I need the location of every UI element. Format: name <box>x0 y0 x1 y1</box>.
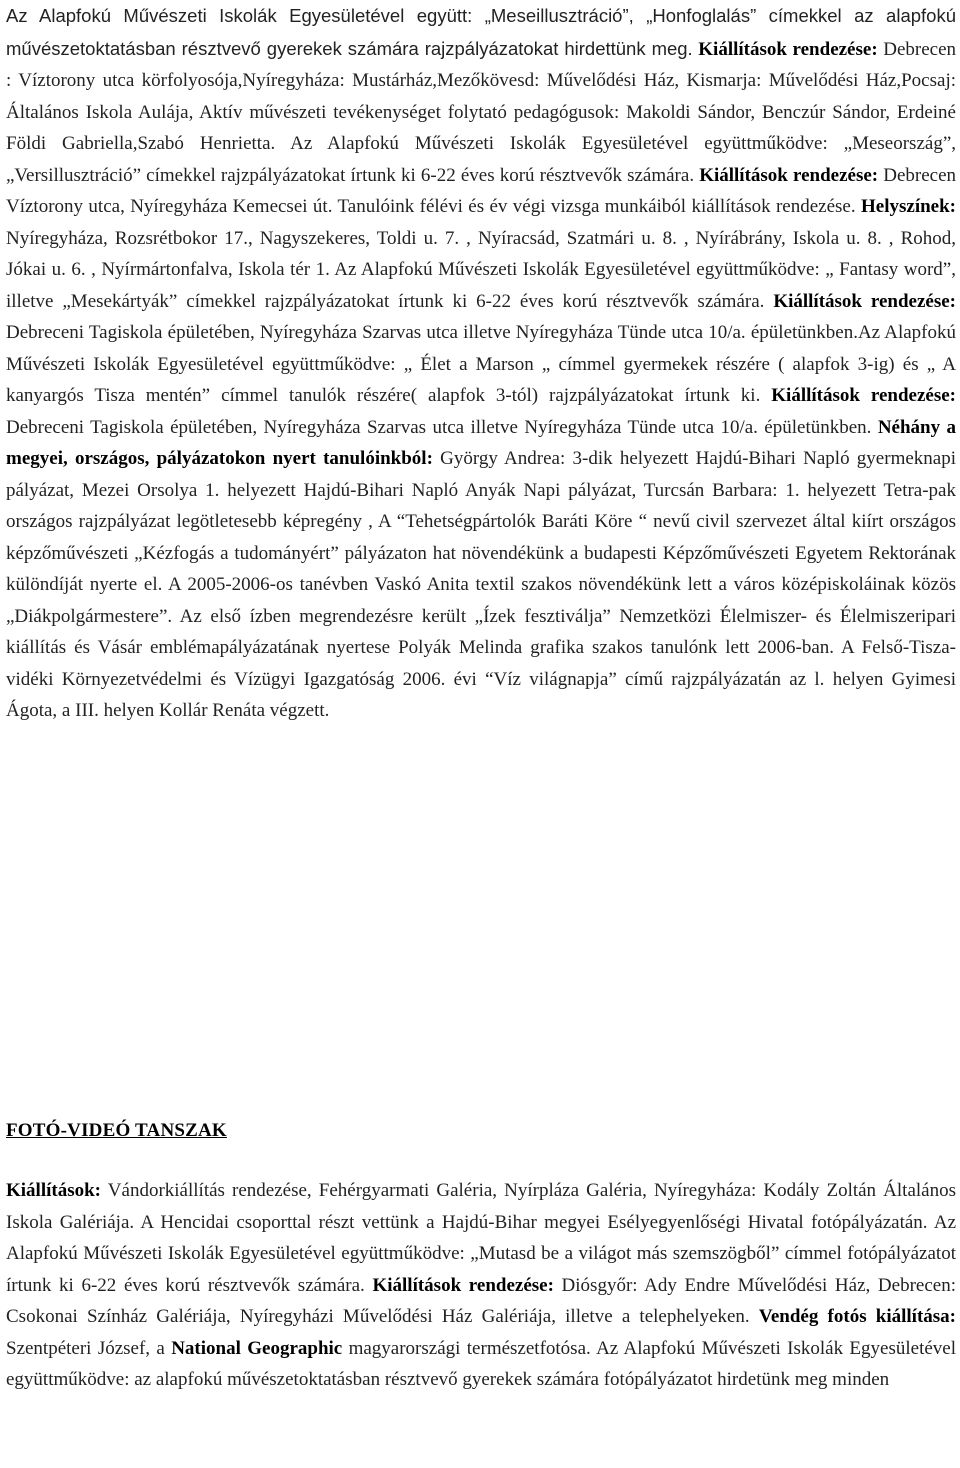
text-span: Vándorkiállítás rendezése, Fehérgyarmati Galéria, Nyírpláza Galéria, Nyíregyháza: Kodály Zoltán Általános Iskola Galériája. A Hencidai csoporttal részt vettünk a Hajdú-Bihar megyei Esélyegyenlőségi Hivatal fotópályázatán. Az Alapfokú Művészeti Iskolák Egyesületével együttműködve: „Mutasd be a világot más szemszögből” címmel fotópályázatot írtunk ki 6-22 éves korú résztvevők számára. <box>6 1180 956 1296</box>
bold-label: Kiállítások: <box>6 1180 102 1201</box>
bold-label: Kiállítások rendezése: <box>698 38 878 60</box>
text-span: Debreceni Tagiskola épületében, Nyíregyháza Szarvas utca illetve Nyíregyháza Tünde utca 10/a. épületünkben. <box>6 416 878 438</box>
text-span: Diósgyőr: Ady Endre Művelődési Ház, Debrecen: Csokonai Színház Galériája, Nyíregyházi Művelődési Ház Galériája, illetve a telephelyeken. <box>6 1274 956 1327</box>
text-span: Debrecen Víztorony utca, Nyíregyháza Kemecsei út. Tanulóink félévi és év végi vizsga munkáiból kiállítások rendezése. <box>6 164 957 217</box>
text-span: Az Alapfokú Művészeti Iskolák Egyesületével együtt: „Meseillusztráció”, „Honfoglalás” címekkel az alapfokú művészetoktatásban résztvevő gyerekek számára rajzpályázatokat hirdettünk meg. <box>6 5 956 59</box>
text-span: Debreceni Tagiskola épületében, Nyíregyháza Szarvas utca illetve Nyíregyháza Tünde utca 10/a. épületünkben.Az Alapfokú Művészeti Iskolák Egyesületével együttműködve: „ Élet a Marson „ címmel gyermekek részére ( alapfok 3-ig) és „ A kanyargós Tisza mentén” címmel tanulók részére( alapfok 3-tól) rajzpályázatokat írtunk ki. <box>6 322 956 406</box>
bold-label: Kiállítások rendezése: <box>771 385 957 406</box>
bold-label: Kiállítások rendezése: <box>372 1274 554 1296</box>
bold-label: Kiállítások rendezése: <box>773 290 957 312</box>
text-span: magyarországi természetfotósa. Az Alapfokú Művészeti Iskolák Egyesületével együttműködve: az alapfokú művészetoktatásban résztvevő gyerekek számára fotópályázatot hirdetünk meg minden <box>6 1337 956 1390</box>
paragraph-photo-video <box>6 1175 956 1396</box>
bold-label: Helyszínek: <box>861 196 956 217</box>
text-span: György Andrea: 3-dik helyezett Hajdú-Bihari Napló gyermeknapi pályázat, Mezei Orsolya 1. helyezett Hajdú-Bihari Napló Anyák Napi pályázat, Turcsán Barbara: 1. helyezett Tetra-pak országos rajzpályázat legötletesebb képregény , A “Tehetségpártolók Baráti Köre “ nevű civil szervezet által kiírt országos képzőművészeti „Kézfogás a tudományért” pályázaton hat növendékünk a budapesti Képzőművészeti Egyetem Rektorának különdíját nyerte el. A 2005-2006-os tanévben Vaskó Anita textil szakos növendékünk lett a város középiskoláinak közös „Diákpolgármestere”. Az első ízben megrendezésre került „Ízek fesztiválja” Nemzetközi Élelmiszer- és Élelmiszeripari kiállítás és Vásár emblémapályázatának nyertese Polyák Melinda grafika szakos tanulónk lett 2006-ban. A Felső-Tisza-vidéki Környezetvédelmi és Vízügyi Igazgatóság 2006. évi “Víz világnapja” című rajzpályázatán az l. helyen Gyimesi Ágota, a III. helyen Kollár Renáta végzett. <box>6 448 956 721</box>
bold-label: National Geographic <box>171 1337 343 1359</box>
bold-label: Néhány a megyei, országos, pályázatokon nyert tanulóinkból: <box>6 416 956 469</box>
bold-label: Vendég fotós kiállítása: <box>758 1306 956 1327</box>
document-page <box>6 0 957 1390</box>
text-span: Szentpéteri József, a <box>6 1337 172 1359</box>
text-span: Nyíregyháza, Rozsrétbokor 17., Nagyszekeres, Toldi u. 7. , Nyíracsád, Szatmári u. 8. , Nyírábrány, Iskola u. 8. , Rohod, Jókai u. 6. , Nyírmártonfalva, Iskola tér 1. Az Alapfokú Művészeti Iskolák Egyesületével együttműködve: „ Fantasy word”, illetve „Mesekártyák” címekkel rajzpályázatokat írtunk ki 6-22 éves korú résztvevők számára. <box>6 227 956 312</box>
bold-label: Kiállítások rendezése: <box>699 164 879 186</box>
text-span: Debrecen : Víztorony utca körfolyosója,Nyíregyháza: Mustárház,Mezőkövesd: Művelődési Ház, Kismarja: Művelődési Ház,Pocsaj: Általános Iskola Aulája, Aktív művészeti tevékenységet folytató pedagógusok: Makoldi Sándor, Benczúr Sándor, Erdeiné Földi Gabriella,Szabó Henrietta. Az Alapfokú Művészeti Iskolák Egyesületével együttműködve: „Meseország”, „Versillusztráció” címekkel rajzpályázatokat írtunk ki 6-22 éves korú résztvevők számára. <box>6 38 957 186</box>
section-title: FOTÓ-VIDEÓ TANSZAK <box>6 1120 227 1141</box>
paragraph-achievements <box>6 0 956 727</box>
